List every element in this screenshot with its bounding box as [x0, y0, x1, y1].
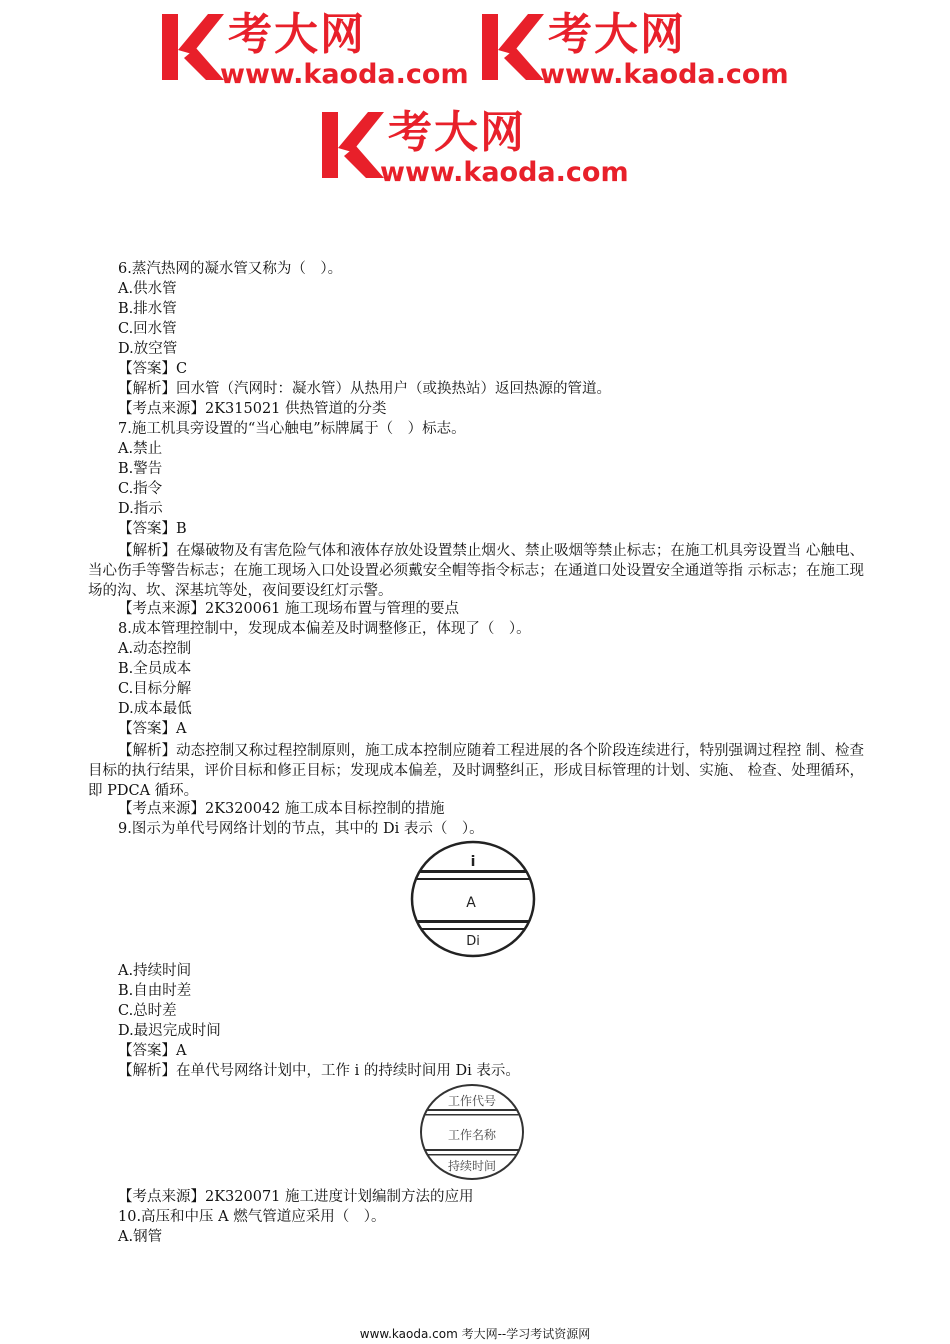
- q6-option-c: C.回水管: [118, 321, 177, 337]
- q9-option-c: C.总时差: [118, 1003, 177, 1019]
- k-logo-icon: [162, 14, 224, 80]
- q9-question: 9.图示为单代号网络计划的节点，其中的 Di 表示（ ）。: [118, 821, 484, 837]
- logo-url-text: www.kaoda.com: [540, 59, 789, 90]
- q7-option-c: C.指令: [118, 481, 163, 497]
- node-top-label: i: [470, 854, 476, 870]
- q6-answer: 【答案】C: [118, 361, 188, 377]
- q7-answer: 【答案】B: [118, 521, 187, 537]
- node-middle-label: A: [466, 895, 476, 911]
- q9-answer: 【答案】A: [118, 1043, 187, 1059]
- q6-analysis: 【解析】回水管（汽网时：凝水管）从热用户（或换热站）返回热源的管道。: [118, 381, 611, 397]
- q8-analysis: 【解析】动态控制又称过程控制原则，施工成本控制应随着工程进展的各个阶段连续进行，特别强调过程控 制、检查目标的执行结果，评价目标和修正目标；发现成本偏差，及时调整纠正，形成目标管理的计划、实施、 检查、处理循环，即 PDCA 循环。: [88, 743, 864, 799]
- q6-option-d: D.放空管: [118, 341, 178, 357]
- q7-option-a: A.禁止: [118, 441, 163, 457]
- kaoda-logo-center: [322, 108, 642, 188]
- legend-middle-label: 工作名称: [447, 1128, 497, 1142]
- logo-url-text: www.kaoda.com: [220, 59, 469, 90]
- q7-option-d: D.指示: [118, 501, 163, 517]
- page-footer: www.kaoda.com 考大网--学习考试资源网: [359, 1327, 591, 1341]
- q8-source: 【考点来源】2K320042 施工成本目标控制的措施: [118, 801, 445, 817]
- q7-analysis: 【解析】在爆破物及有害危险气体和液体存放处设置禁止烟火、禁止吸烟等禁止标志；在施工机具旁设置当 心触电、当心伤手等警告标志；在施工现场入口处设置必须戴安全帽等指令标志；在通道口处设置安全通道等指 示标志；在施工现场的沟、坎、深基坑等处，夜间要设红灯示警。: [88, 543, 864, 599]
- k-logo-icon: [482, 14, 544, 80]
- node-legend-figure: [417, 1082, 527, 1182]
- q6-source: 【考点来源】2K315021 供热管道的分类: [118, 401, 387, 417]
- q9-option-a: A.持续时间: [118, 963, 192, 979]
- legend-top-label: 工作代号: [447, 1094, 497, 1108]
- q7-question: 7.施工机具旁设置的“当心触电”标牌属于（ ）标志。: [118, 421, 466, 437]
- kaoda-logo-right: [482, 10, 802, 90]
- logo-cn-text: 考大网: [388, 107, 526, 158]
- logo-cn-text: 考大网: [548, 9, 686, 60]
- node-diagram-figure: [408, 840, 538, 958]
- q6-option-a: A.供水管: [118, 281, 177, 297]
- k-logo-icon: [322, 112, 384, 178]
- q8-option-b: B.全员成本: [118, 661, 192, 677]
- q8-option-d: D.成本最低: [118, 701, 192, 717]
- logo-url-text: www.kaoda.com: [380, 157, 629, 188]
- q6-option-b: B.排水管: [118, 301, 177, 317]
- q10-question: 10.高压和中压 A 燃气管道应采用（ ）。: [118, 1209, 386, 1225]
- kaoda-logo-left: [162, 10, 482, 90]
- q9-option-b: B.自由时差: [118, 983, 192, 999]
- legend-bottom-label: 持续时间: [447, 1159, 497, 1173]
- q7-option-b: B.警告: [118, 461, 163, 477]
- q9-source: 【考点来源】2K320071 施工进度计划编制方法的应用: [118, 1189, 474, 1205]
- q9-analysis: 【解析】在单代号网络计划中，工作 i 的持续时间用 Di 表示。: [118, 1063, 520, 1079]
- q8-option-c: C.目标分解: [118, 681, 192, 697]
- q8-option-a: A.动态控制: [118, 641, 192, 657]
- q9-option-d: D.最迟完成时间: [118, 1023, 221, 1039]
- q10-option-a: A.钢管: [118, 1229, 163, 1245]
- node-bottom-label: Di: [466, 934, 480, 949]
- q8-answer: 【答案】A: [118, 721, 187, 737]
- q8-question: 8.成本管理控制中，发现成本偏差及时调整修正，体现了（ ）。: [118, 621, 531, 637]
- q7-source: 【考点来源】2K320061 施工现场布置与管理的要点: [118, 601, 460, 617]
- logo-cn-text: 考大网: [228, 9, 366, 60]
- q6-question: 6.蒸汽热网的凝水管又称为（ ）。: [118, 261, 343, 277]
